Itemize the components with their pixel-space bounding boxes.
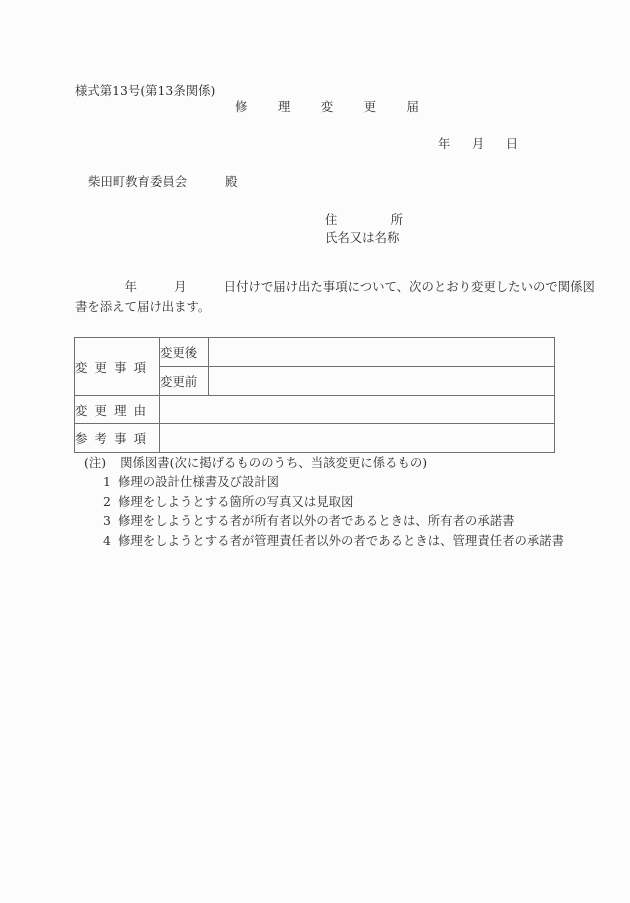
addressee-honorific: 殿 bbox=[225, 174, 238, 189]
remarks-header-cell bbox=[75, 424, 160, 453]
remarks-label: 参考事項 bbox=[75, 431, 146, 446]
sender-name-label: 氏名又は名称 bbox=[325, 230, 400, 245]
sender-address-label: 住所 bbox=[325, 212, 403, 227]
note-heading: 関係図書(次に掲げるもののうち、当該変更に係るもの) bbox=[120, 455, 428, 470]
change-reason-field bbox=[160, 396, 555, 424]
change-reason-label: 変更理由 bbox=[75, 402, 146, 418]
before-change-label: 変更前 bbox=[160, 367, 209, 396]
change-details-table bbox=[74, 337, 555, 453]
body-paragraph bbox=[75, 277, 595, 316]
body-line-1: 年 月 日付けで届け出た事項について、次のとおり変更したいので関係図 bbox=[75, 279, 595, 294]
date-day-label: 日 bbox=[505, 136, 519, 151]
after-change-field bbox=[209, 338, 555, 367]
after-change-label: 変更後 bbox=[160, 338, 209, 367]
notes-section bbox=[84, 453, 564, 550]
before-change-field bbox=[209, 367, 555, 396]
note-item bbox=[103, 511, 564, 530]
change-reason-header-cell bbox=[75, 396, 160, 424]
remarks-field bbox=[160, 424, 555, 453]
date-year-label: 年 bbox=[438, 136, 451, 151]
note-item bbox=[103, 472, 564, 491]
note-item-number: 2 bbox=[103, 493, 111, 509]
addressee-line bbox=[88, 172, 238, 190]
note-item-text: 修理をしようとする箇所の写真又は見取図 bbox=[118, 493, 354, 509]
note-item bbox=[103, 492, 564, 511]
form-number: 様式第13号(第13条関係) bbox=[75, 83, 216, 98]
change-item-label: 変更事項 bbox=[75, 359, 146, 375]
note-item-number: 4 bbox=[103, 532, 111, 548]
note-marker: (注) bbox=[84, 455, 107, 470]
note-item-text: 修理をしようとする者が所有者以外の者であるときは、所有者の承諾書 bbox=[118, 513, 515, 529]
note-item-number: 1 bbox=[103, 474, 111, 490]
date-line bbox=[438, 134, 518, 152]
note-item-text: 修理をしようとする者が管理責任者以外の者であるときは、管理責任者の承諾書 bbox=[118, 532, 565, 548]
addressee-name: 柴田町教育委員会 bbox=[88, 174, 188, 189]
body-line-2: 書を添えて届け出ます。 bbox=[75, 298, 211, 314]
date-month-label: 月 bbox=[471, 136, 485, 151]
note-item bbox=[103, 531, 564, 550]
note-item-text: 修理の設計仕様書及び設計図 bbox=[118, 474, 280, 490]
note-item-number: 3 bbox=[103, 513, 111, 529]
page-title: 修理変更届 bbox=[235, 99, 450, 114]
change-item-header-cell bbox=[75, 338, 160, 396]
note-header bbox=[84, 453, 564, 472]
